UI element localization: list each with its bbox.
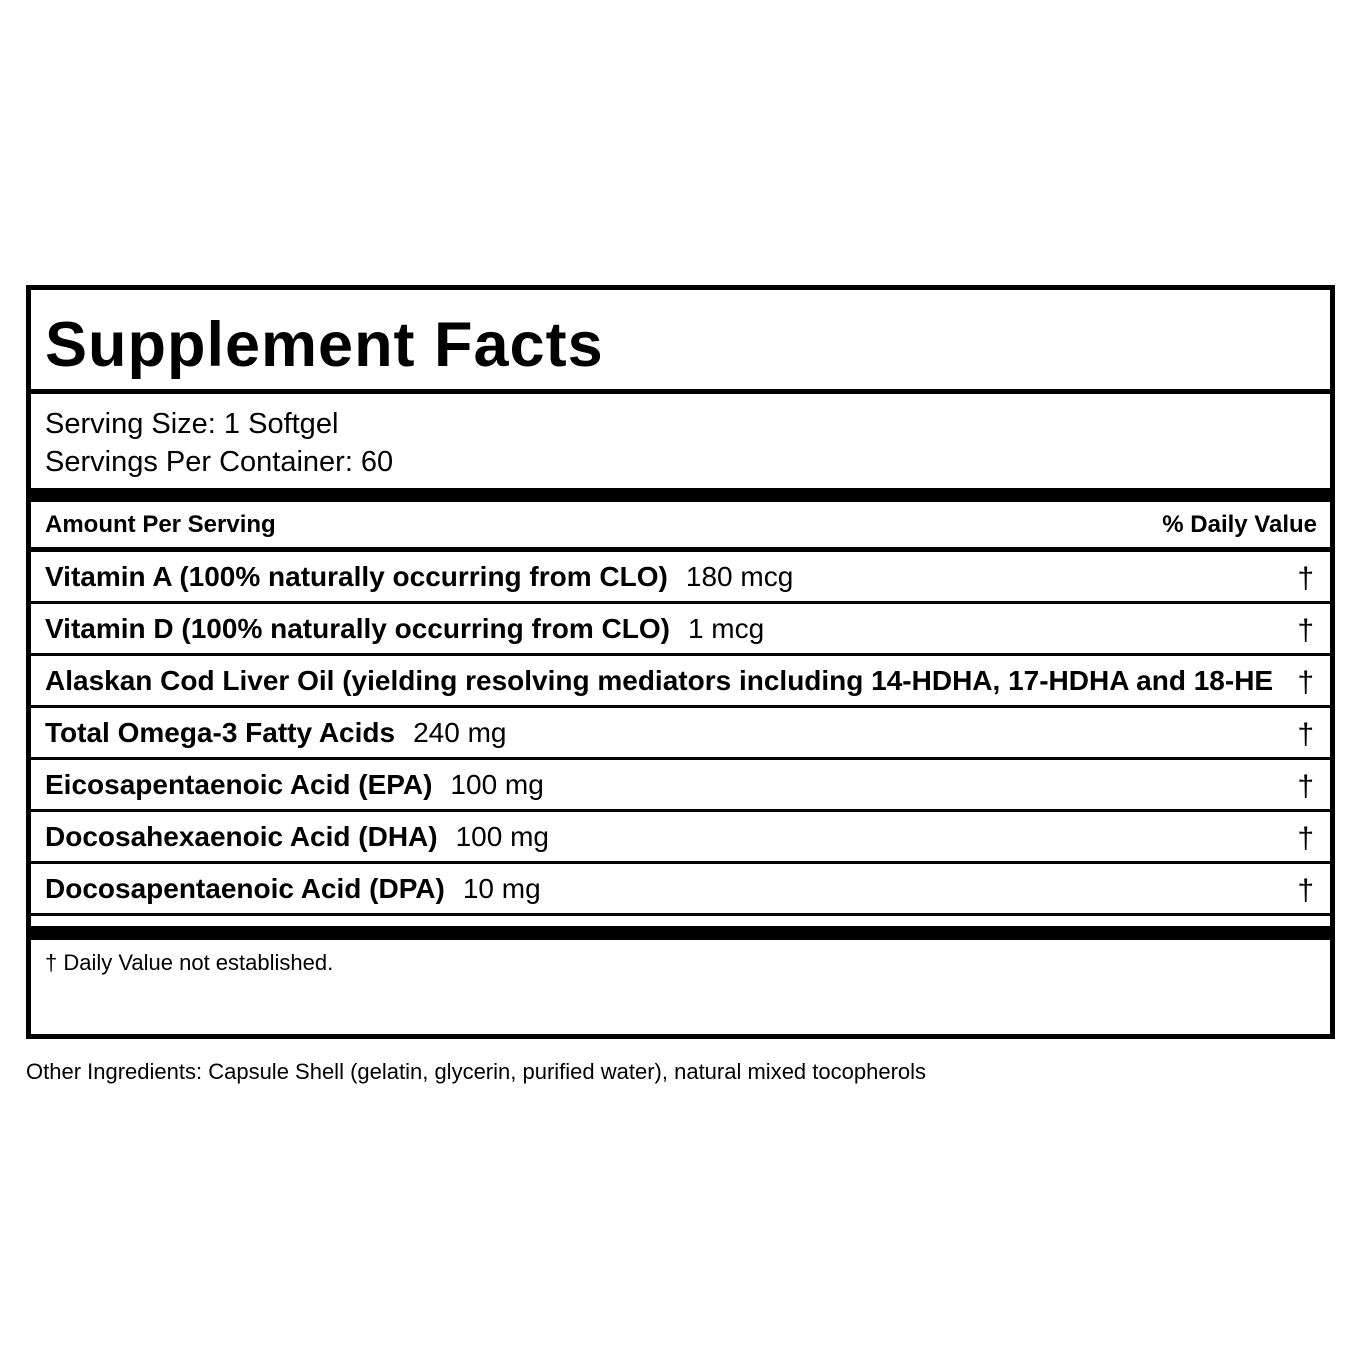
nutrient-name: Vitamin A (100% naturally occurring from CLO) 180 mcg [45,561,794,592]
nutrient-row-dpa [31,864,1330,914]
dagger-mark: † [1297,562,1314,595]
nutrient-amount: 100 mg [450,769,544,800]
nutrient-amount: 240 mg [413,717,507,748]
nutrient-amount: 10 mg [462,873,541,904]
dagger-mark: † [1297,770,1314,803]
nutrient-name: Eicosapentaenoic Acid (EPA) 100 mg [45,769,544,800]
thick-divider-bottom [31,926,1330,940]
nutrient-amount: 1 mcg [687,613,765,644]
nutrient-row-vitamin-d [31,604,1330,654]
serving-size: Serving Size: 1 Softgel [45,408,339,440]
panel-title: Supplement Facts [45,310,604,380]
dagger-mark: † [1297,614,1314,647]
daily-value-header: % Daily Value [1162,511,1317,538]
nutrient-name: Alaskan Cod Liver Oil (yielding resolving mediators including 14-HDHA, 17-HDHA and 18-HE [45,665,1274,696]
nutrient-row-cod-liver-oil [31,656,1330,706]
thick-divider-top [31,488,1330,502]
divider-under-title [31,389,1330,394]
nutrient-name: Vitamin D (100% naturally occurring from CLO) 1 mcg [45,613,765,644]
nutrient-name: Docosahexaenoic Acid (DHA) 100 mg [45,821,550,852]
row-divider [31,913,1330,916]
dagger-mark: † [1297,666,1314,699]
nutrient-amount: 100 mg [455,821,550,852]
dagger-mark: † [1297,718,1314,751]
dagger-mark: † [1297,874,1314,907]
amount-per-serving-header: Amount Per Serving [45,511,276,538]
nutrient-name: Docosapentaenoic Acid (DPA) 10 mg [45,873,541,904]
nutrient-amount: 180 mcg [685,561,794,592]
nutrient-row-vitamin-a [31,552,1330,602]
supplement-facts-panel [26,285,1335,1039]
nutrient-row-epa [31,760,1330,810]
other-ingredients: Other Ingredients: Capsule Shell (gelatin, glycerin, purified water), natural mixed tocopherols [26,1059,927,1084]
dagger-mark: † [1297,822,1314,855]
daily-value-footnote: † Daily Value not established. [45,950,334,975]
nutrient-name: Total Omega-3 Fatty Acids 240 mg [45,717,507,748]
servings-per-container: Servings Per Container: 60 [45,446,394,478]
nutrient-row-dha [31,812,1330,862]
nutrient-row-total-omega-3 [31,708,1330,758]
